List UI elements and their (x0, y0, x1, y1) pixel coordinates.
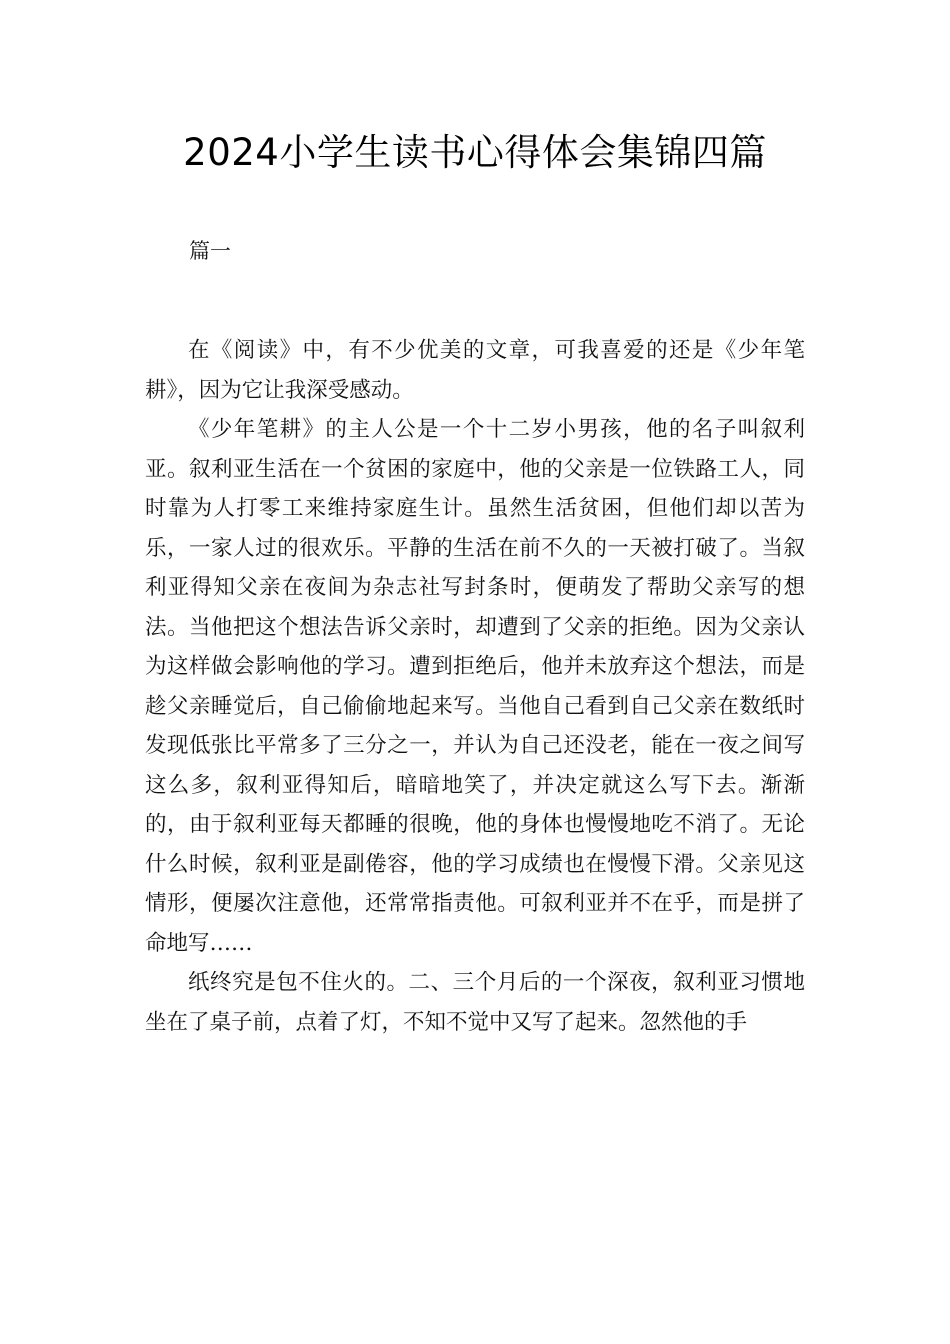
paragraph-2: 《少年笔耕》的主人公是一个十二岁小男孩，他的名子叫叙利亚。叙利亚生活在一个贫困的家庭中，他的父亲是一位铁路工人，同时靠为人打零工来维持家庭生计。虽然生活贫困，但他们却以苦为乐，一家人过的很欢乐。平静的生活在前不久的一天被打破了。当叙利亚得知父亲在夜间为杂志社写封条时，便萌发了帮助父亲写的想法。当他把这个想法告诉父亲时，却遭到了父亲的拒绝。因为父亲认为这样做会影响他的学习。遭到拒绝后，他并未放弃这个想法，而是趁父亲睡觉后，自己偷偷地起来写。当他自己看到自己父亲在数纸时发现低张比平常多了三分之一，并认为自己还没老，能在一夜之间写这么多，叙利亚得知后，暗暗地笑了，并决定就这么写下去。渐渐的，由于叙利亚每天都睡的很晚，他的身体也慢慢地吃不消了。无论什么时候，叙利亚是副倦容，他的学习成绩也在慢慢下滑。父亲见这情形，便屡次注意他，还常常指责他。可叙利亚并不在乎，而是拼了命地写…… (145, 417, 805, 956)
body-text (145, 331, 805, 1042)
document-title: 2024小学生读书心得体会集锦四篇 (183, 131, 767, 174)
paragraph-1: 在《阅读》中，有不少优美的文章，可我喜爱的还是《少年笔耕》，因为它让我深受感动。 (145, 338, 805, 403)
paragraph-3: 纸终究是包不住火的。二、三个月后的一个深夜，叙利亚习惯地坐在了桌子前，点着了灯，不知不觉中又写了起来。忽然他的手 (145, 970, 805, 1035)
section-label: 篇一 (189, 239, 231, 263)
